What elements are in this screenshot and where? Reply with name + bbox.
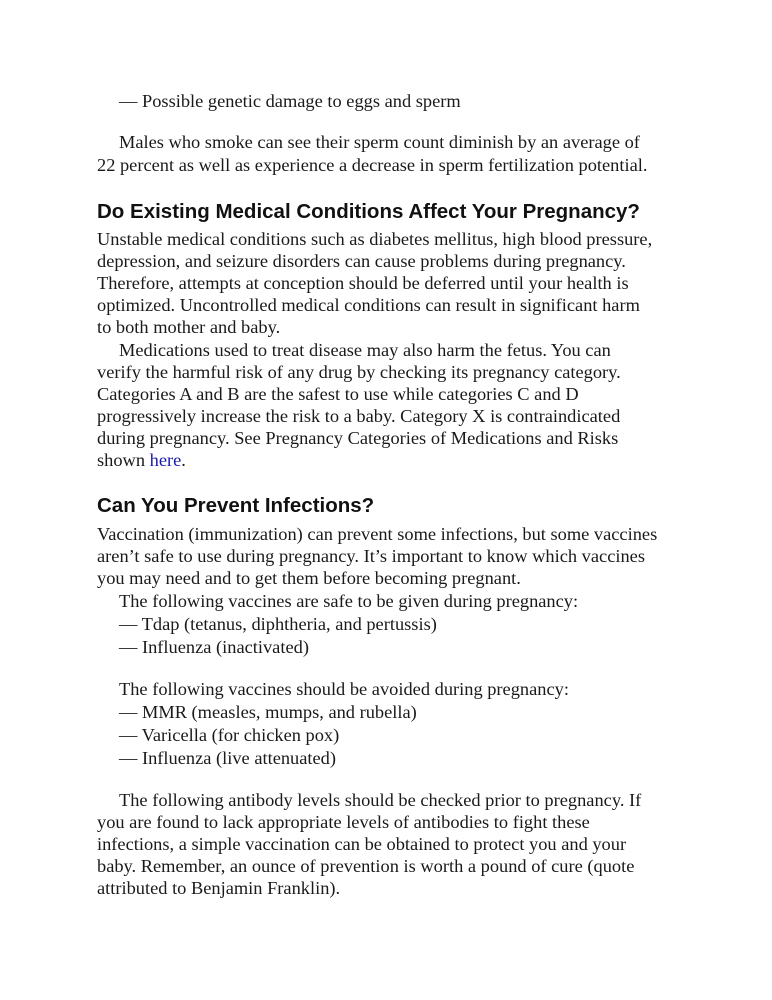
infections-heading: Can You Prevent Infections? — [97, 494, 375, 517]
antibody-paragraph-line: attributed to Benjamin Franklin). — [97, 878, 341, 898]
medical-paragraph-line: depression, and seizure disorders can cause problems during pregnancy. — [97, 251, 626, 271]
infections-intro-line: Vaccination (immunization) can prevent some infections, but some vaccines — [97, 524, 658, 544]
antibody-paragraph-line: infections, a simple vaccination can be obtained to protect you and your — [97, 834, 627, 854]
avoid-vaccines-intro: The following vaccines should be avoided during pregnancy: — [119, 679, 569, 699]
here-link[interactable]: here — [149, 450, 182, 470]
medications-paragraph-line: Categories A and B are the safest to use while categories C and D — [97, 384, 579, 404]
bullet-genetic-damage: — Possible genetic damage to eggs and sperm — [119, 91, 461, 111]
infections-intro-line: aren’t safe to use during pregnancy. It’s important to know which vaccines — [97, 546, 645, 566]
safe-vaccines-intro: The following vaccines are safe to be given during pregnancy: — [119, 591, 579, 611]
shown-text: shown — [97, 450, 150, 470]
medications-paragraph-line: verify the harmful risk of any drug by checking its pregnancy category. — [97, 362, 621, 382]
medications-paragraph-line: progressively increase the risk to a baby. Category X is contraindicated — [97, 406, 621, 426]
medications-paragraph-line: Medications used to treat disease may also harm the fetus. You can — [119, 340, 611, 360]
avoid-vaccine-item: — Varicella (for chicken pox) — [119, 725, 340, 745]
smoking-paragraph-line: 22 percent as well as experience a decrease in sperm fertilization potential. — [97, 155, 648, 175]
antibody-paragraph-line: The following antibody levels should be checked prior to pregnancy. If — [119, 790, 642, 810]
medications-paragraph-last-line — [97, 449, 186, 472]
safe-vaccine-item: — Influenza (inactivated) — [119, 637, 309, 657]
medications-paragraph-line: during pregnancy. See Pregnancy Categories of Medications and Risks — [97, 428, 619, 448]
antibody-paragraph-line: you are found to lack appropriate levels of antibodies to fight these — [97, 812, 590, 832]
smoking-paragraph-line: Males who smoke can see their sperm count diminish by an average of — [119, 132, 640, 152]
safe-vaccine-item: — Tdap (tetanus, diphtheria, and pertussis) — [119, 614, 437, 634]
medical-conditions-heading: Do Existing Medical Conditions Affect Your Pregnancy? — [97, 200, 640, 223]
medical-paragraph-line: optimized. Uncontrolled medical conditions can result in significant harm — [97, 295, 640, 315]
period-text: . — [181, 450, 186, 470]
medical-paragraph-line: Therefore, attempts at conception should be deferred until your health is — [97, 273, 629, 293]
medical-paragraph-line: to both mother and baby. — [97, 317, 281, 337]
antibody-paragraph-line: baby. Remember, an ounce of prevention is worth a pound of cure (quote — [97, 856, 635, 876]
avoid-vaccine-item: — Influenza (live attenuated) — [119, 748, 337, 768]
infections-intro-line: you may need and to get them before becoming pregnant. — [97, 568, 521, 588]
medical-paragraph-line: Unstable medical conditions such as diabetes mellitus, high blood pressure, — [97, 229, 653, 249]
avoid-vaccine-item: — MMR (measles, mumps, and rubella) — [119, 702, 417, 722]
